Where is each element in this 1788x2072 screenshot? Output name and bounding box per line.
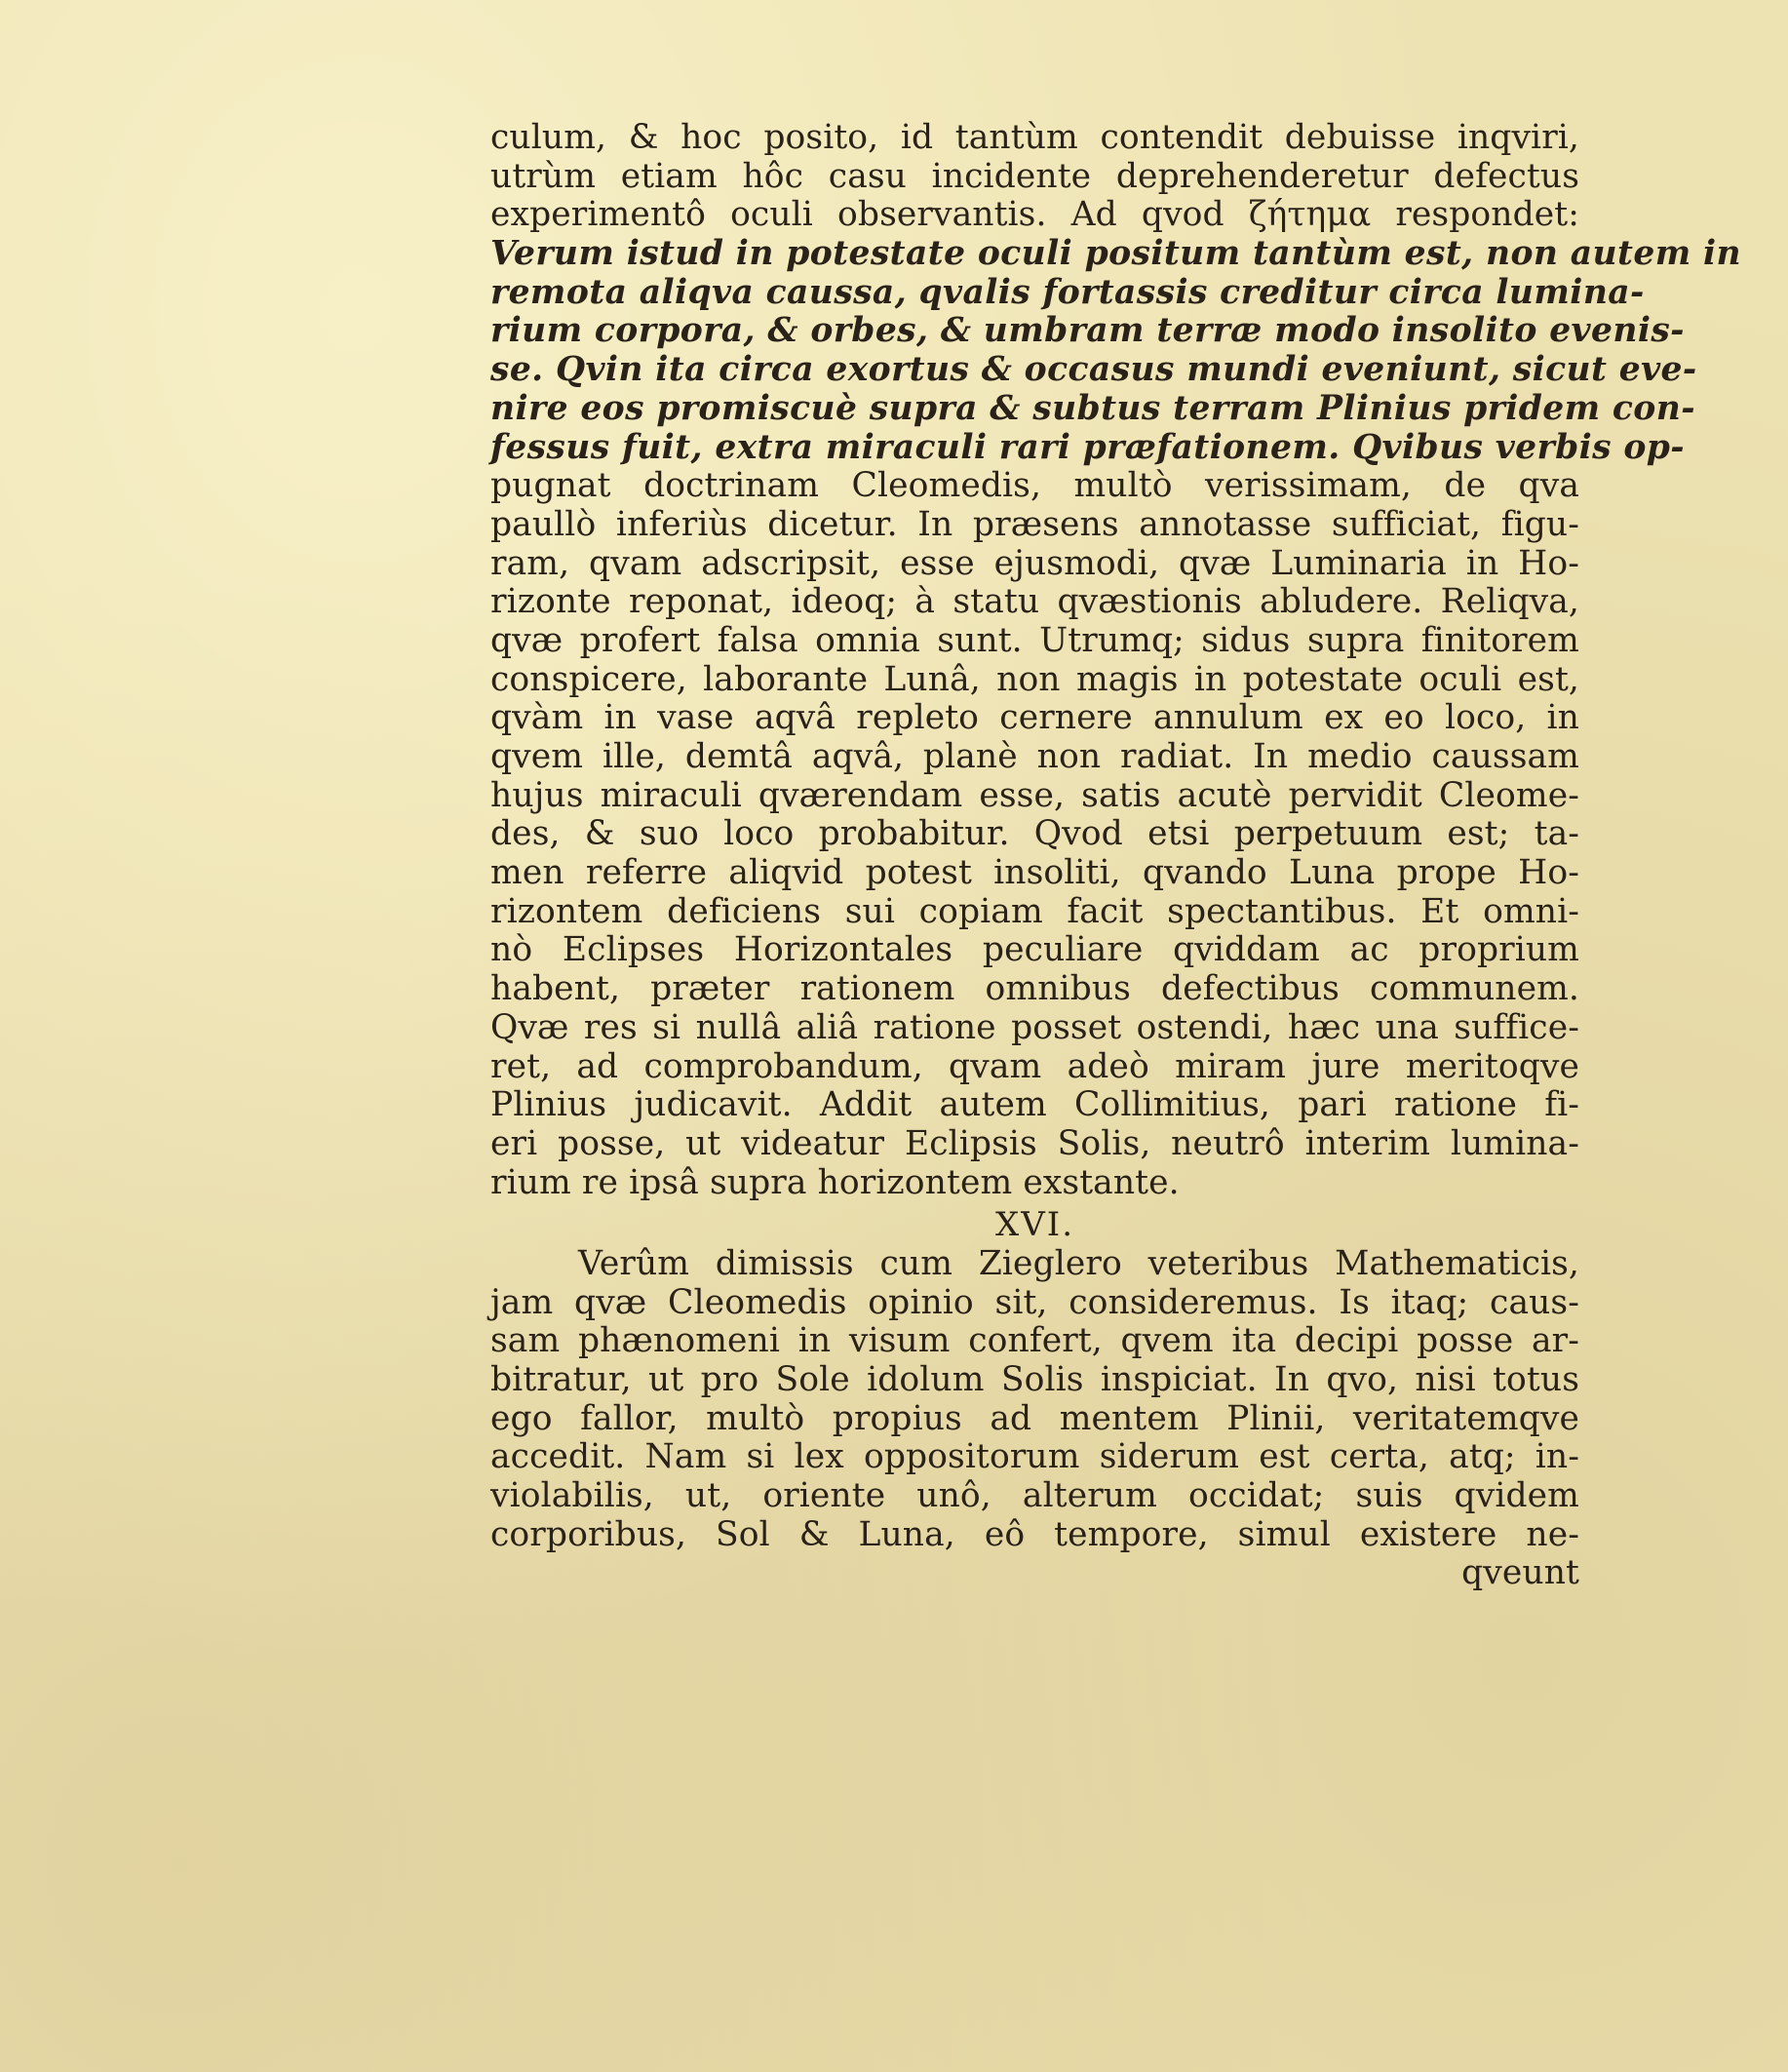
text-line: accedit. Nam si lex oppositorum siderum est certa, atq; in- <box>490 1437 1579 1477</box>
text-line: nire eos promiscuè supra & subtus terram Plinius pridem con- <box>490 388 1695 428</box>
text-line: utrùm etiam hôc casu incidente deprehenderetur defectus <box>490 156 1579 196</box>
text-line: bitratur, ut pro Sole idolum Solis inspiciat. In qvo, nisi totus <box>490 1360 1579 1399</box>
text-line: ret, ad comprobandum, qvam adeò miram jure meritoqve <box>490 1046 1579 1086</box>
text-line: hujus miraculi qværendam esse, satis acutè pervidit Cleome- <box>490 775 1579 815</box>
text-line: qvàm in vase aqvâ repleto cernere annulum ex eo loco, in <box>490 698 1579 738</box>
text-line: rizonte reponat, ideoq; à statu qvæstionis abludere. Reliqva, <box>490 582 1579 622</box>
text-line: eri posse, ut videatur Eclipsis Solis, neutrô interim lumina- <box>490 1123 1579 1163</box>
text-line: rium corpora, & orbes, & umbram terræ modo insolito evenis- <box>490 311 1685 351</box>
text-line: remota aliqva caussa, qvalis fortassis creditur circa lumina- <box>490 272 1645 312</box>
text-line: conspicere, laborante Lunâ, non magis in potestate oculi est, <box>490 659 1579 699</box>
text-line: rium re ipsâ supra horizontem exstante. <box>490 1162 1180 1202</box>
text-line: pugnat doctrinam Cleomedis, multò verissimam, de qva <box>490 466 1579 506</box>
text-line: Verûm dimissis cum Zieglero veteribus Mathematicis, <box>578 1243 1579 1283</box>
text-line: Plinius judicavit. Addit autem Collimitius, pari ratione fi- <box>490 1085 1579 1125</box>
text-line: qvem ille, demtâ aqvâ, planè non radiat. In medio caussam <box>490 737 1579 776</box>
catchword: qveunt <box>1461 1553 1579 1593</box>
text-line: ram, qvam adscripsit, esse ejusmodi, qvæ Luminaria in Ho- <box>490 543 1579 583</box>
paragraph-2 <box>490 1245 1579 1555</box>
text-line: des, & suo loco probabitur. Qvod etsi perpetuum est; ta- <box>490 814 1579 854</box>
text-line: paullò inferiùs dicetur. In præsens annotasse sufficiat, figu- <box>490 504 1579 544</box>
text-line: ego fallor, multò propius ad mentem Plinii, veritatemqve <box>490 1398 1579 1438</box>
text-block <box>490 118 1742 1593</box>
text-line: fessus fuit, extra miraculi rari præfationem. Qvibus verbis op- <box>490 427 1686 467</box>
text-line: Qvæ res si nullâ aliâ ratione posset ostendi, hæc una suffice- <box>490 1007 1579 1047</box>
text-line: nò Eclipses Horizontales peculiare qviddam ac proprium <box>490 930 1579 970</box>
text-line: corporibus, Sol & Luna, eô tempore, simul existere ne- <box>490 1514 1579 1554</box>
text-line: culum, & hoc posito, id tantùm contendit debuisse inqviri, <box>490 118 1579 157</box>
text-line: qvæ profert falsa omnia sunt. Utrumq; sidus supra finitorem <box>490 620 1579 660</box>
text-line: experimentô oculi observantis. Ad qvod ζήτημα respondet: <box>490 195 1579 235</box>
text-line: men referre aliqvid potest insoliti, qvando Luna prope Ho- <box>490 853 1579 893</box>
text-line: Verum istud in potestate oculi positum tantùm est, non autem in <box>490 234 1742 274</box>
text-line: se. Qvin ita circa exortus & occasus mundi eveniunt, sicut eve- <box>490 350 1697 390</box>
text-line: violabilis, ut, oriente unô, alterum occidat; suis qvidem <box>490 1476 1579 1516</box>
text-line: jam qvæ Cleomedis opinio sit, consideremus. Is itaq; caus- <box>490 1282 1579 1322</box>
section-number: XVI. <box>995 1205 1074 1245</box>
paragraph-1 <box>490 118 1742 1202</box>
text-line: rizontem deficiens sui copiam facit spectantibus. Et omni- <box>490 891 1579 931</box>
text-line: sam phænomeni in visum confert, qvem ita decipi posse ar- <box>490 1321 1579 1361</box>
text-line: habent, præter rationem omnibus defectibus communem. <box>490 969 1579 1009</box>
